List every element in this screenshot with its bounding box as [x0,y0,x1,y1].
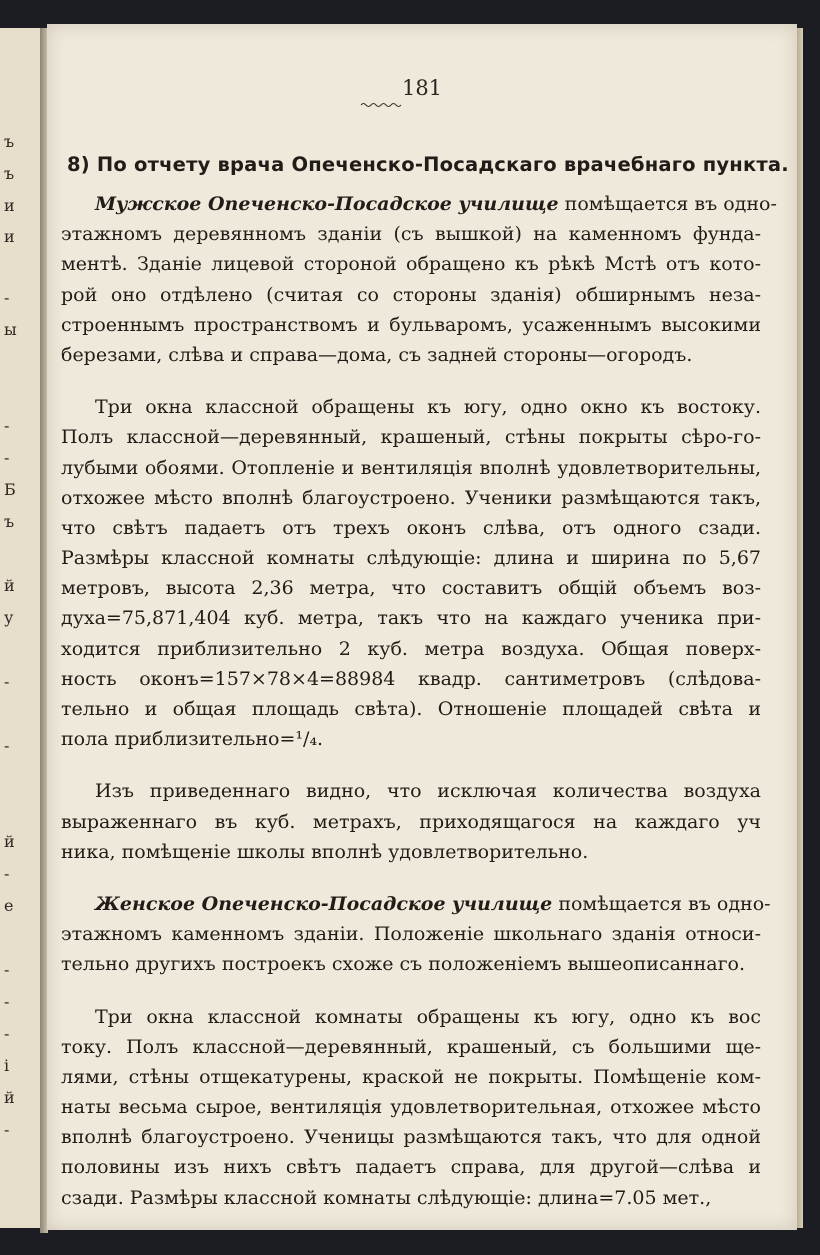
margin-fragment: й [4,1088,15,1107]
text-line: половины изъ нихъ свѣтъ падаетъ справа, для другой—слѣва и [61,1156,761,1179]
text-line: тельно и общая площадь свѣта). Отношеніе площадей свѣта и [61,698,761,720]
text-line: сзади. Размѣры классной комнаты слѣдующіе: длина=7.05 мет., [61,1186,712,1209]
text-line: отхожее мѣсто вполнѣ благоустроено. Ученики размѣщаются такъ, [61,486,761,509]
margin-fragment: и [4,196,15,215]
margin-fragment: і [4,1056,10,1075]
text-line: Три окна классной обращены къ югу, одно окно къ востоку. [95,396,761,419]
text-line: ходится приблизительно 2 куб. метра воздуха. Общая поверх- [61,637,761,660]
page-number: 181 [401,76,443,100]
text-span: помѣщается въ одно- [552,892,771,915]
text-line: что свѣтъ падаетъ отъ трехъ оконъ слѣва, отъ одного сзади. [61,516,761,539]
text-line: Полъ классной—деревянный, крашеный, стѣны покрыты сѣро-го- [61,426,761,449]
margin-fragment: - [4,736,10,755]
text-line: ника, помѣщеніе школы вполнѣ удовлетворительно. [61,840,589,863]
page-edge [797,28,803,1228]
margin-fragment: ъ [4,164,15,183]
text-line: выраженнаго въ куб. метрахъ, приходящагося на каждаго уч [61,810,761,833]
text-line [61,889,771,919]
margin-fragment: й [4,832,15,851]
margin-fragment: Б [4,480,16,499]
paragraph-conclusion [61,776,761,867]
paragraph-girls-school [61,889,771,980]
text-line: току. Полъ классной—деревянный, крашеный, съ большими ще- [61,1035,761,1058]
section-title: 8) По отчету врача Опеченско-Посадскаго врачебнаго пункта. [67,153,789,176]
text-line: березами, слѣва и справа—дома, съ задней стороны—огородъ. [61,343,693,366]
margin-fragment: и [4,227,15,246]
book-page [47,24,797,1230]
text-line: духа=75,871,404 куб. метра, такъ что на каждаго ученика при- [61,607,761,630]
page-number-ornament [360,102,404,108]
school-name: Женское Опеченско-Посадское училище [95,892,553,915]
text-line: Размѣры классной комнаты слѣдующіе: длина и ширина по 5,67 [61,547,761,570]
previous-page-edge [0,28,42,1228]
text-line: пола приблизительно=¹/₄. [61,728,324,751]
margin-fragment: - [4,672,10,691]
text-line: ность оконъ=157×78×4=88984 квадр. сантиметровъ (слѣдова- [61,667,761,690]
school-name: Мужское Опеченско-Посадское училище [95,193,559,215]
margin-fragment: - [4,1120,10,1139]
text-line: строеннымъ пространствомъ и бульваромъ, усаженнымъ высокими [61,313,761,336]
text-line: рой оно отдѣлено (считая со стороны зданія) обширнымъ неза- [61,283,761,306]
margin-fragment: - [4,288,10,307]
text-line: Изъ приведеннаго видно, что исключая количества воздуха [95,780,761,803]
text-line: наты весьма сырое, вентиляція удовлетворительная, отхожее мѣсто [61,1096,761,1119]
margin-fragment: е [4,896,14,915]
paragraph-girls-classroom [61,1002,761,1213]
margin-fragment: - [4,992,10,1011]
page-body [61,150,789,1213]
margin-fragment: ы [4,320,17,339]
text-line: лубыми обоями. Отопленіе и вентиляція вполнѣ удовлетворительны, [61,456,761,479]
margin-fragment: - [4,416,10,435]
text-line: тельно другихъ построекъ схоже съ положеніемъ вышеописаннаго. [61,953,746,976]
text-line: ментѣ. Зданіе лицевой стороной обращено къ рѣкѣ Мстѣ отъ кото- [61,253,761,276]
text-line: этажномъ деревянномъ зданіи (съ вышкой) на каменномъ фунда- [61,223,761,246]
text-line: лями, стѣны отщекатурены, краской не покрыты. Помѣщеніе ком- [61,1065,761,1088]
margin-fragment: у [4,608,14,627]
margin-fragment: - [4,960,10,979]
margin-fragment: ъ [4,512,15,531]
text-line: метровъ, высота 2,36 метра, что составитъ общій объемъ воз- [61,577,761,600]
margin-fragment: - [4,1024,10,1043]
text-line: этажномъ каменномъ зданіи. Положеніе школьнаго зданія относи- [61,923,761,946]
margin-fragment: - [4,864,10,883]
paragraph-boys-classroom [61,392,761,754]
text-line: Три окна классной комнаты обращены къ югу, одно къ вос [95,1005,761,1028]
margin-fragment: - [4,448,10,467]
paragraph-boys-school [61,189,777,370]
text-line [61,189,777,219]
margin-fragment: ъ [4,132,15,151]
margin-fragment: й [4,576,15,595]
text-span: помѣщается въ одно- [558,193,777,215]
text-line: вполнѣ благоустроено. Ученицы размѣщаются такъ, что для одной [61,1126,761,1149]
